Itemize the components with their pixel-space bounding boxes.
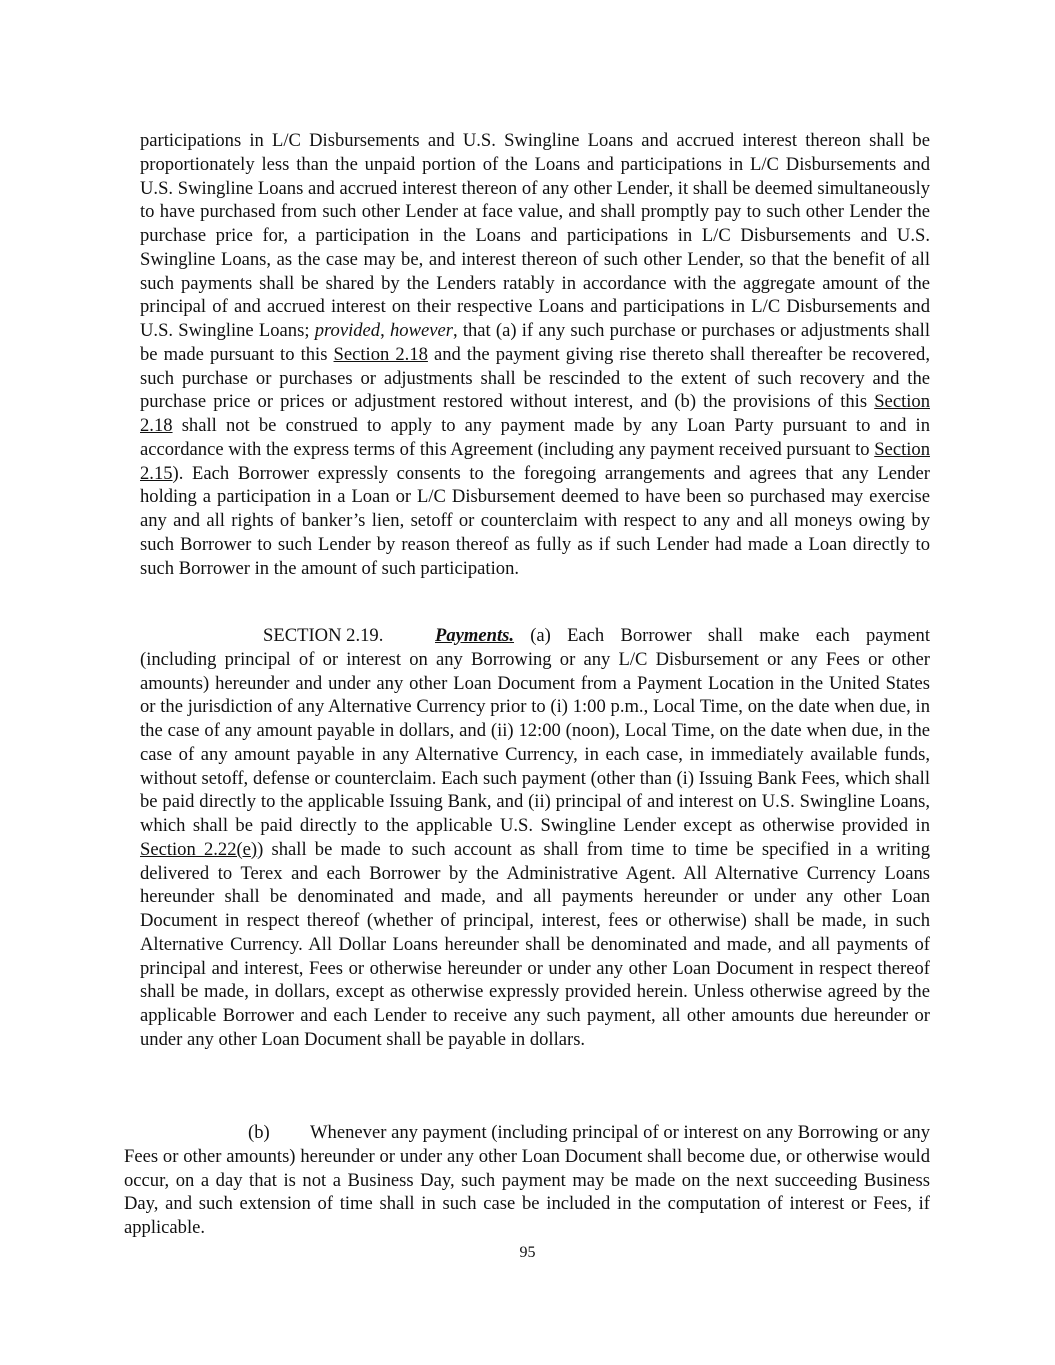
section-reference: Section 2.18 [140, 391, 930, 436]
subsection-label: (b) [248, 1122, 270, 1143]
text-run: ). Each Borrower expressly consents to the foregoing arrangements and agrees that any Lender holding a participation in a Loan or L/C Disbursement deemed to have been so purchased may exercise any and all rights of banker’s lien, setoff or counterclaim with respect to any and all moneys owing by such Borrower to such Lender by reason thereof as fully as if such Lender had made a Loan directly to such Borrower in the amount of such participation. [140, 462, 930, 579]
paragraph-section-2-19 [140, 624, 930, 1052]
text-run: shall not be construed to apply to any payment made by any Loan Party pursuant to and in accordance with the express terms of this Agreement (including any payment received pursuant to [140, 415, 930, 460]
paragraph-subsection-b [124, 1121, 930, 1240]
text-run: (a) Each Borrower shall make each payment (including principal of or interest on any Borrowing or any L/C Disbursement or any Fees or other amounts) hereunder and under any other Loan Document from a Payment Location in the United States or the jurisdiction of any Alternative Currency prior to (i) 1:00 p.m., Local Time, on the date when due, in the case of any amount payable in dollars, and (ii) 12:00 (noon), Local Time, on the date when due, in the case of any amount payable in any Alternative Currency, in each case, in immediately available funds, without setoff, defense or counterclaim. Each such payment (other than (i) Issuing Bank Fees, which shall be paid directly to the applicable Issuing Bank, and (ii) principal of and interest on U.S. Swingline Loans, which shall be paid directly to the applicable U.S. Swingline Lender except as otherwise provided in [140, 625, 930, 836]
section-reference: Section 2.15 [140, 438, 930, 484]
text-run: and the payment giving rise thereto shall thereafter be recovered, such purchase or purchases or adjustments shall be rescinded to the extent of such recovery and the purchase price or prices or adjustment restored without interest, and (b) the provisions of this [140, 343, 930, 413]
text-run: , that (a) if any such purchase or purchases or adjustments shall be made pursuant to this [140, 320, 930, 365]
italic-however: however [389, 320, 453, 341]
section-reference: Section 2.22(e) [140, 838, 258, 860]
paragraph-sharing-of-setoffs [140, 129, 930, 580]
text-run: ) shall be made to such account as shall from time to time be specified in a writing delivered to Terex and each Borrower by the Administrative Agent. All Alternative Currency Loans hereunder shall be denominated and made, and all payments hereunder or under any other Loan Document in respect thereof (whether of principal, interest, fees or otherwise) shall be made, in such Alternative Currency. All Dollar Loans hereunder shall be denominated and made, and all payments of principal and interest, Fees or otherwise hereunder or under any other Loan Document in respect thereof shall be made, in dollars, except as otherwise expressly provided herein. Unless otherwise agreed by the applicable Borrower and each Lender to receive any such payment, all other amounts due hereunder or under any other Loan Document shall be payable in dollars. [140, 838, 930, 1050]
section-heading: Payments. [435, 625, 515, 646]
section-reference: Section 2.18 [333, 343, 428, 365]
text-run: participations in L/C Disbursements and U.S. Swingline Loans and accrued interest thereon shall be proportionately less than the unpaid portion of the Loans and participations in L/C Disbursements and U.S. Swingline Loans and accrued interest thereon of any other Lender, it shall be deemed simultaneously to have purchased from such other Lender at face value, and shall promptly pay to such other Lender the purchase price for, a participation in the Loans and participations in L/C Disbursements and U.S. Swingline Loans, as the case may be, and interest thereon of such other Lender, so that the benefit of all such payments shall be shared by the Lenders ratably in accordance with the aggregate amount of the principal of and accrued interest on their respective Loans and participations in L/C Disbursements and U.S. Swingline Loans; [140, 130, 930, 341]
section-number: SECTION 2.19. [263, 625, 384, 646]
italic-provided: provided [314, 320, 381, 341]
text-run: , [380, 320, 390, 341]
text-run: Whenever any payment (including principal of or interest on any Borrowing or any Fees or other amounts) hereunder or under any other Loan Document shall become due, or otherwise would occur, on a day that is not a Business Day, such payment may be made on the next succeeding Business Day, and such extension of time shall in such case be included in the computation of interest or Fees, if applicable. [124, 1122, 930, 1238]
page-number: 95 [519, 1244, 536, 1261]
